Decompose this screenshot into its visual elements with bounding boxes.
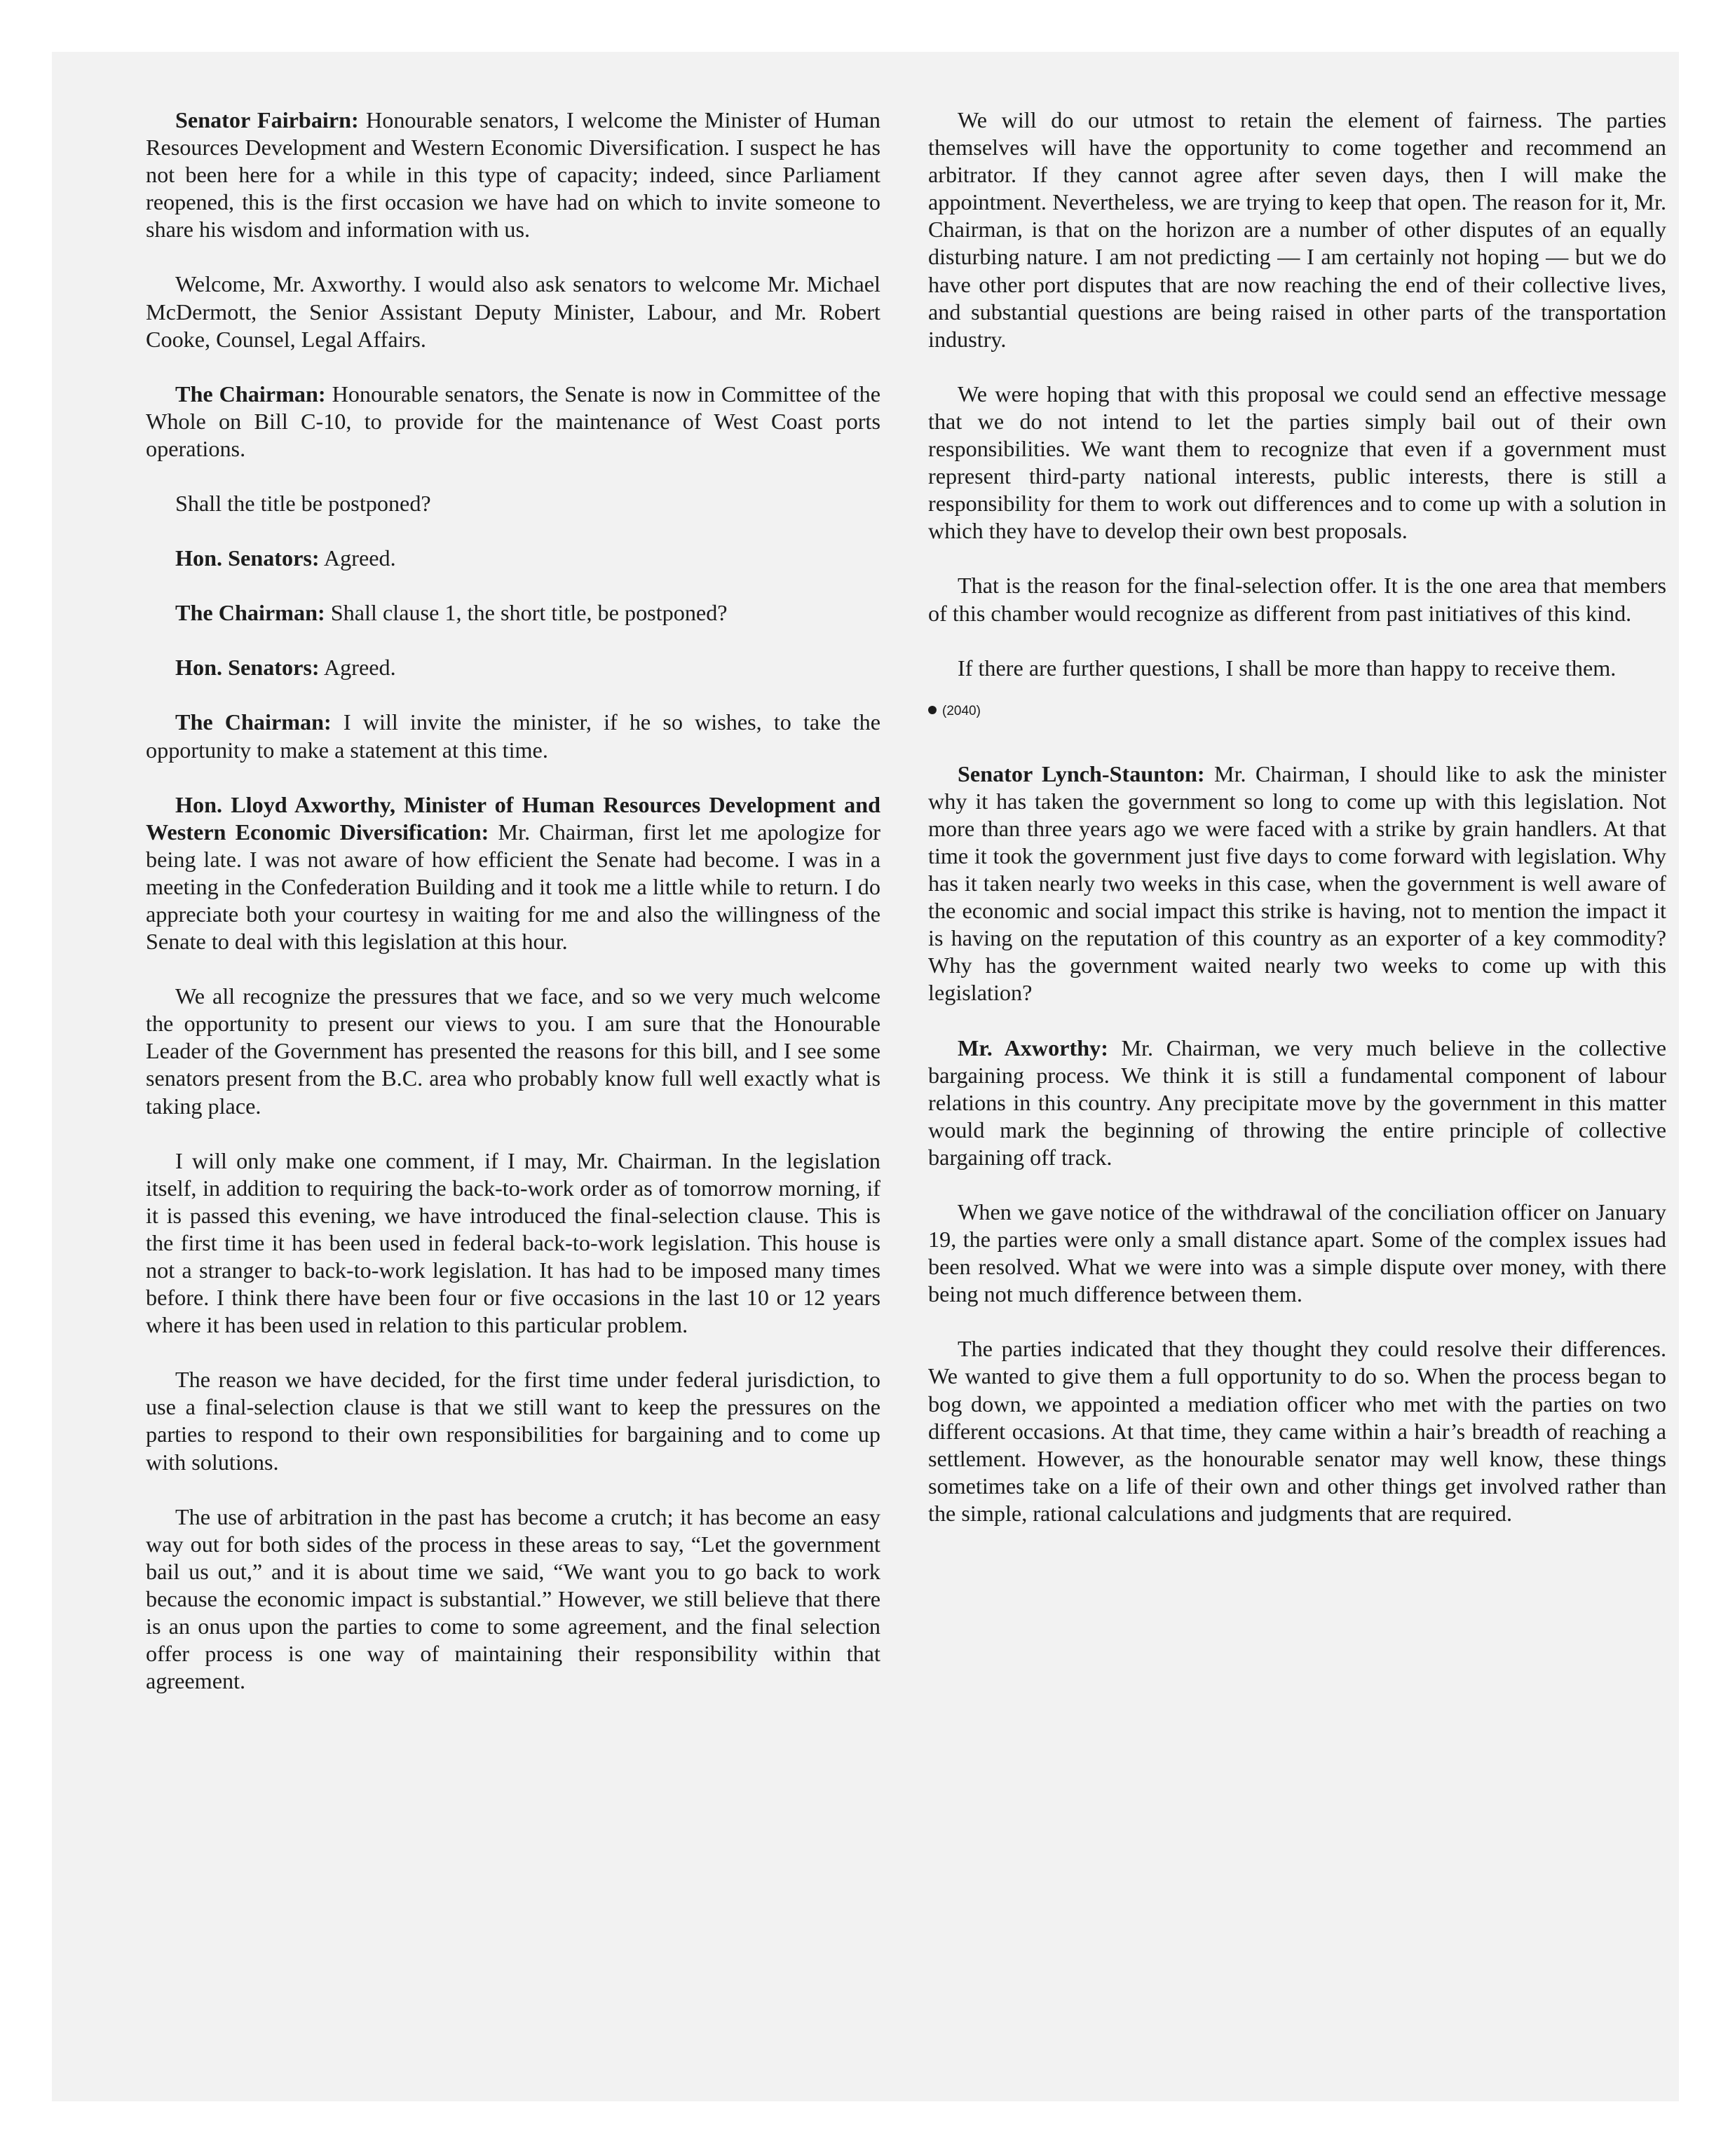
paragraph-text: The use of arbitration in the past has become a crutch; it has become an easy way out for both sides of the process in these areas to say, “Let the government bail us out,” and it is about time we said, “We want you to go back to work because the economic impact is substantial.” However, we still believe that there is an onus upon the parties to come to some agreement, and the final selection offer process is one way of maintaining their responsibility within that agreement. — [146, 1503, 880, 1694]
document-page — [52, 52, 1679, 2101]
speaker-name: The Chairman: — [175, 600, 325, 626]
paragraph — [928, 1035, 1666, 1171]
paragraph-text: I will only make one comment, if I may, Mr. Chairman. In the legislation itself, in addition to requiring the back-to-work order as of tomorrow morning, if it is passed this evening, we have introduced the final-selection clause. This is the first time it has been used in federal back-to-work legislation. This house is not a stranger to back-to-work legislation. It has had to be imposed many times before. I think there have been four or five occasions in the last 10 or 12 years where it has been used in relation to this particular problem. — [146, 1147, 880, 1338]
paragraph-text: Mr. Chairman, first let me apologize for being late. I was not aware of how efficient the Senate had become. I was in a meeting in the Confederation Building and it took me a little while to return. I do appreciate both your courtesy in waiting for me and also the willingness of the Senate to deal with this legislation at this hour. — [146, 819, 881, 955]
paragraph-text: We all recognize the pressures that we face, and so we very much welcome the opportunity to present our views to you. I am sure that the Honourable Leader of the Government has presented the reasons for this bill, and I see some senators present from the B.C. area who probably know full well exactly what is taking place. — [146, 983, 880, 1119]
paragraph — [146, 545, 880, 572]
speaker-name: Hon. Senators: — [175, 545, 320, 571]
speaker-name: Senator Fairbairn: — [175, 107, 359, 132]
paragraph — [928, 655, 1666, 682]
paragraph-text: That is the reason for the final-selection offer. It is the one area that members of this chamber would recognize as different from past initiatives of this kind. — [928, 573, 1666, 626]
paragraph — [146, 654, 880, 681]
paragraph-text: I will invite the minister, if he so wishes, to take the opportunity to make a statement at this time. — [146, 709, 880, 763]
time-marker — [928, 703, 1666, 720]
paragraph-text: The reason we have decided, for the first time under federal jurisdiction, to use a final-selection clause is that we still want to keep the pressures on the parties to respond to their own responsibilities for bargaining and to come up with solutions. — [146, 1367, 880, 1475]
paragraph-text: Welcome, Mr. Axworthy. I would also ask senators to welcome Mr. Michael McDermott, the Senior Assistant Deputy Minister, Labour, and Mr. Robert Cooke, Counsel, Legal Affairs. — [146, 271, 880, 352]
paragraph — [146, 271, 880, 353]
paragraph-text: Mr. Chairman, I should like to ask the minister why it has taken the government so long to come up with this legislation. Not more than three years ago we were faced with a strike by grain handlers. At that time it took the government just five days to come forward with legislation. Why has it taken nearly two weeks in this case, when the government is well aware of the economic and social impact this strike is having, not to mention the impact it is having on the reputation of this country as an exporter of a key commodity? Why has the government waited nearly two weeks to come up with this legislation? — [928, 760, 1666, 1006]
time-marker-text: (2040) — [942, 703, 981, 718]
paragraph-text: Agreed. — [319, 655, 396, 681]
paragraph — [146, 1503, 880, 1696]
paragraph-text: Mr. Chairman, we very much believe in the collective bargaining process. We think it is still a fundamental component of labour relations in this country. Any precipitate move by the government in this matter would mark the beginning of throwing the entire principle of collective bargaining off track. — [928, 1035, 1666, 1170]
paragraph — [928, 107, 1666, 353]
left-column — [146, 107, 880, 1722]
paragraph — [146, 107, 880, 243]
paragraph — [928, 381, 1666, 545]
paragraph-text: Shall the title be postponed? — [175, 491, 431, 517]
paragraph-text: Agreed. — [319, 545, 396, 571]
paragraph — [146, 983, 880, 1119]
right-column — [928, 107, 1666, 1555]
speaker-name: The Chairman: — [175, 709, 332, 735]
paragraph-text: We will do our utmost to retain the element of fairness. The parties themselves will have the opportunity to come together and recommend an arbitrator. If they cannot agree after seven days, then I will make the appointment. Nevertheless, we are trying to keep that open. The reason for it, Mr. Chairman, is that on the horizon are a number of other disputes of an equally disturbing nature. I am not predicting — I am certainly not hoping — but we do have other port disputes that are now reaching the end of their collective lives, and substantial questions are being raised in other parts of the transportation industry. — [928, 107, 1666, 352]
speaker-name: Mr. Axworthy: — [958, 1035, 1108, 1060]
speaker-name: Hon. Senators: — [175, 655, 320, 681]
paragraph-text: Shall clause 1, the short title, be postponed? — [325, 600, 728, 626]
bullet-icon — [928, 706, 937, 714]
paragraph-text: We were hoping that with this proposal we could send an effective message that we do not intend to let the parties simply bail out of their own responsibilities. We want them to recognize that even if a government must represent third-party national interests, public interests, there is still a responsibility for them to work out differences and to come up with a solution in which they have to develop their own best proposals. — [928, 381, 1666, 544]
paragraph-text: If there are further questions, I shall be more than happy to receive them. — [958, 655, 1617, 681]
paragraph-text: When we gave notice of the withdrawal of the conciliation officer on January 19, the parties were only a small distance apart. Some of the complex issues had been resolved. What we were into was a simple dispute over money, with there being not much difference between them. — [928, 1199, 1666, 1307]
paragraph-text: Honourable senators, the Senate is now in Committee of the Whole on Bill C-10, to provide for the maintenance of West Coast ports operations. — [146, 381, 880, 461]
speaker-name: Hon. Lloyd Axworthy, Minister of Human Resources Development and Western Economic Diversification: — [146, 791, 880, 845]
paragraph-text: Honourable senators, I welcome the Minister of Human Resources Development and Western Economic Diversification. I suspect he has not been here for a while in this type of capacity; indeed, since Parliament reopened, this is the first occasion we have had on which to invite someone to share his wisdom and information with us. — [146, 107, 880, 243]
paragraph — [146, 381, 880, 463]
paragraph — [146, 1147, 880, 1339]
paragraph-text: The parties indicated that they thought they could resolve their differences. We wanted to give them a full opportunity to do so. When the process began to bog down, we appointed a mediation officer who met with the parties on two different occasions. At that time, they came within a hair’s breadth of reaching a settlement. However, as the honourable senator may well know, these things sometimes take on a life of their own and other things get involved rather than the simple, rational calculations and judgments that are required. — [928, 1336, 1666, 1526]
paragraph — [146, 490, 880, 517]
paragraph — [146, 1366, 880, 1475]
paragraph — [146, 599, 880, 627]
paragraph — [146, 709, 880, 763]
paragraph — [928, 572, 1666, 627]
speaker-name: Senator Lynch-Staunton: — [958, 760, 1205, 786]
paragraph — [928, 760, 1666, 1007]
speaker-name: The Chairman: — [175, 381, 326, 407]
paragraph — [146, 791, 880, 956]
paragraph — [928, 1335, 1666, 1527]
paragraph — [928, 1199, 1666, 1308]
